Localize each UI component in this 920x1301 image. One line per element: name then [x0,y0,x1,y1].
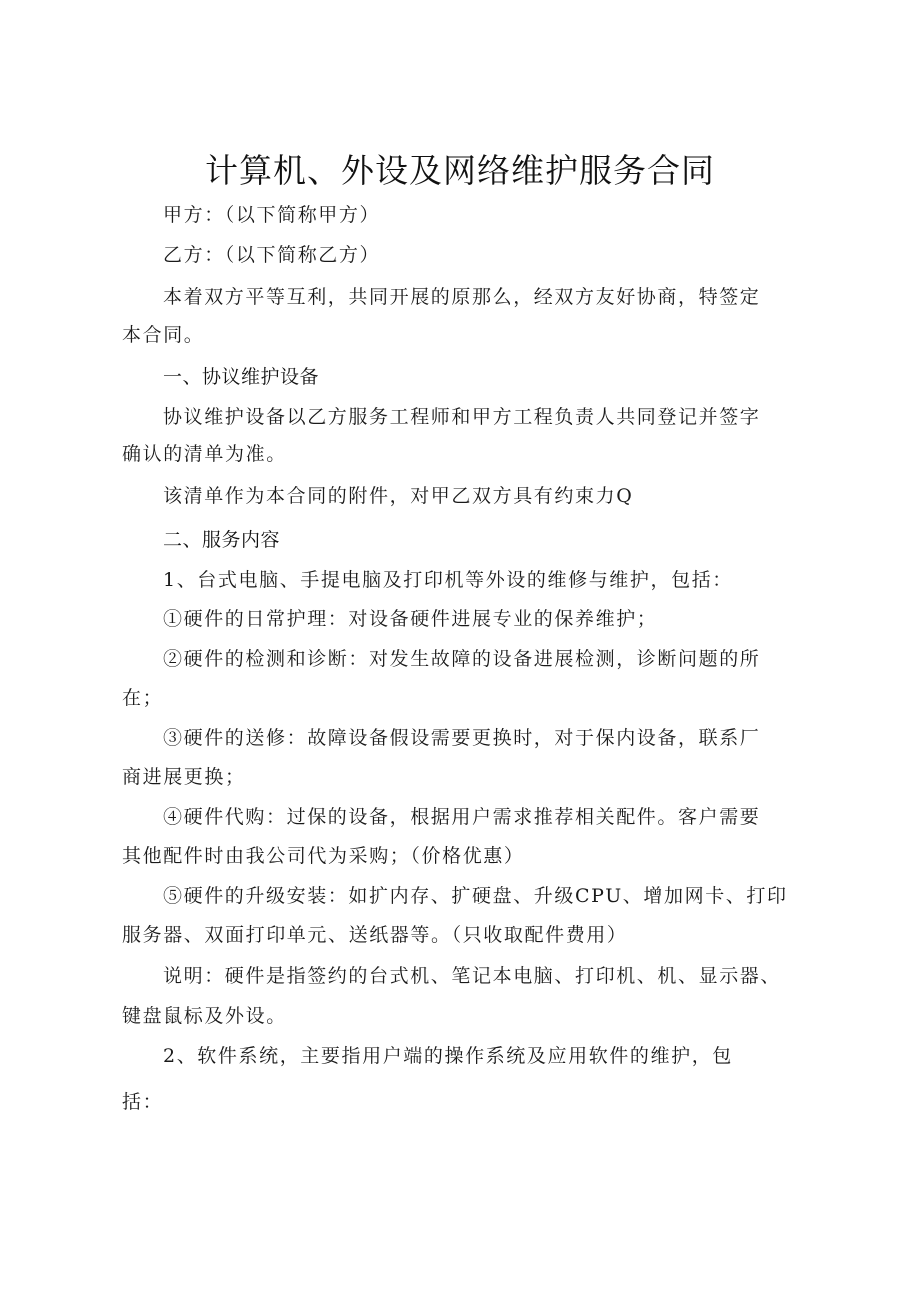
contract-title: 计算机、外设及网络维护服务合同 [205,151,715,190]
section2-item2-line-1: 2、软件系统，主要指用户端的操作系统及应用软件的维护，包 [163,1045,733,1067]
section2-sub2-line-1: ②硬件的检测和诊断：对发生故障的设备进展检测，诊断问题的所 [163,648,761,670]
party-a-line: 甲方：（以下简称甲方） [163,204,381,226]
section1-heading: 一、协议维护设备 [163,366,320,388]
section2-sub1: ①硬件的日常护理：对设备硬件进展专业的保养维护； [163,608,658,630]
section2-sub3-line-1: ③硬件的送修：故障设备假设需要更换时，对于保内设备，联系厂 [163,727,761,749]
party-b-line: 乙方：（以下简称乙方） [163,244,381,266]
section1-p1-line-2: 确认的清单为准。 [122,443,287,465]
section2-note-line-1: 说明：硬件是指签约的台式机、笔记本电脑、打印机、机、显示器、 [163,965,782,987]
intro-line-1: 本着双方平等互利，共同开展的原那么，经双方友好协商，特签定 [163,286,761,308]
section2-sub5-line-2: 服务器、双面打印单元、送纸器等。（只收取配件费用） [122,924,628,946]
section2-item2-line-2: 括： [122,1091,164,1113]
section2-sub2-line-2: 在； [122,687,164,709]
section1-p1-line-1: 协议维护设备以乙方服务工程师和甲方工程负责人共同登记并签字 [163,406,761,428]
section2-sub4-line-2: 其他配件时由我公司代为采购；（价格优惠） [122,845,525,867]
section1-p2: 该清单作为本合同的附件，对甲乙双方具有约束力Q [163,485,634,507]
section2-item1: 1、台式电脑、手提电脑及打印机等外设的维修与维护，包括： [163,569,733,591]
section2-sub5-line-1: ⑤硬件的升级安装：如扩内存、扩硬盘、升级CPU、增加网卡、打印 [163,885,788,907]
section2-note-line-2: 键盘鼠标及外设。 [122,1005,287,1027]
intro-line-2: 本合同。 [122,324,205,346]
section2-sub3-line-2: 商进展更换； [122,766,246,788]
section2-heading: 二、服务内容 [163,529,281,551]
section2-sub4-line-1: ④硬件代购：过保的设备，根据用户需求推荐相关配件。客户需要 [163,806,761,828]
